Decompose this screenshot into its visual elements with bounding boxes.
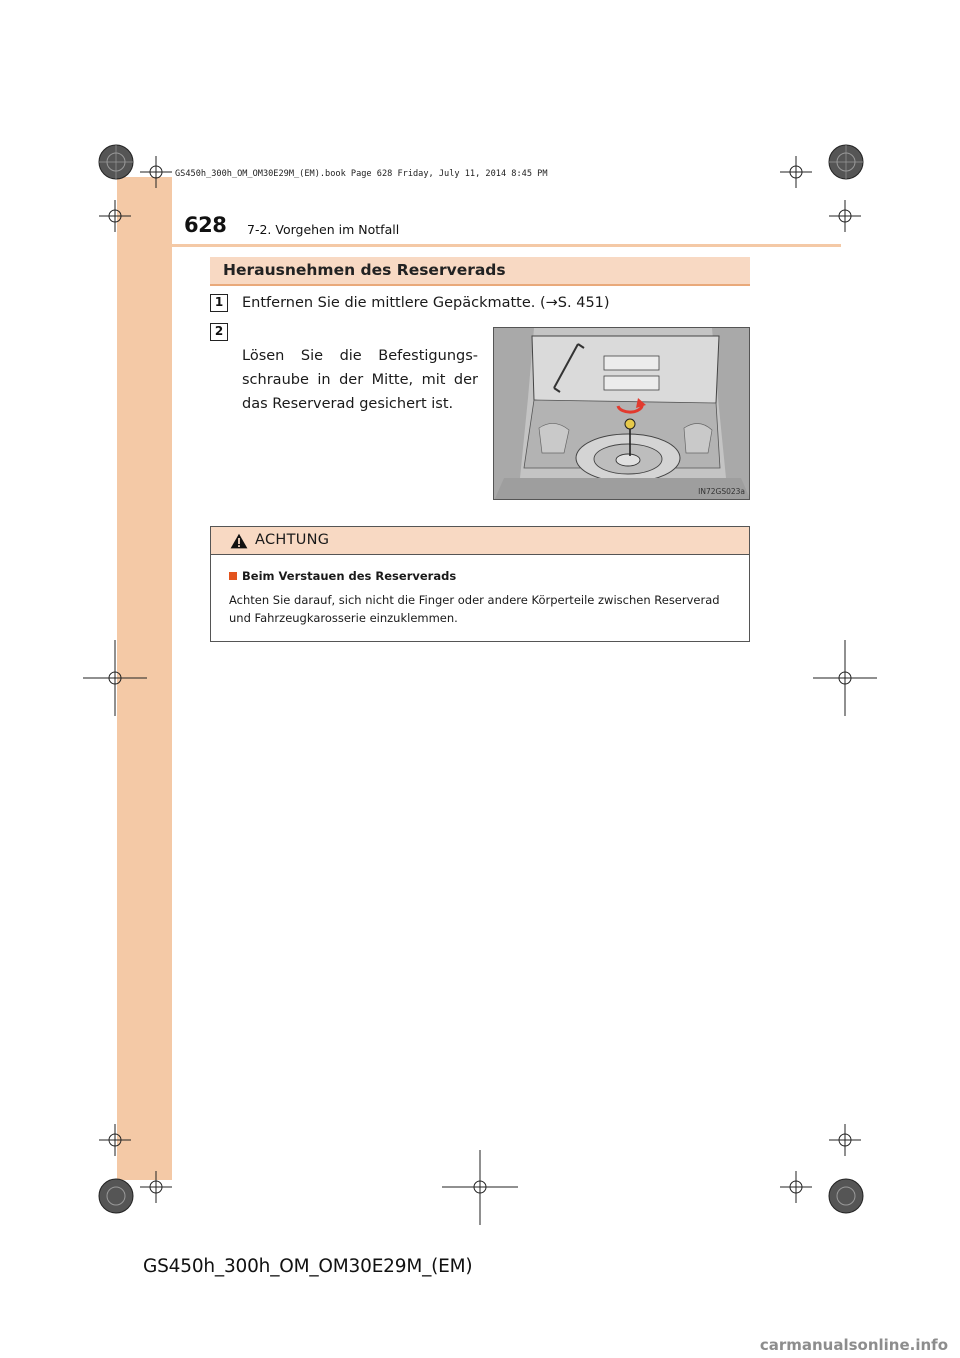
registration-crosshair-icon — [80, 140, 880, 1230]
page-number: 628 — [184, 213, 227, 237]
step-number-2: 2 — [210, 323, 228, 341]
step-text-2: Lösen Sie die Befestigungs-schraube in der Mitte, mit der das Reserverad gesichert ist. — [242, 348, 478, 412]
illustration-code: IN72GS023a — [698, 487, 745, 496]
book-info: GS450h_300h_OM_OM30E29M_(EM).book Page 628 Friday, July 11, 2014 8:45 PM — [175, 169, 548, 179]
warning-subtitle-text: Beim Verstauen des Reserverads — [242, 569, 457, 583]
step-text-1: Entfernen Sie die mittlere Gepäckmatte. (→S. 451) — [242, 295, 610, 311]
watermark: carmanualsonline.info — [759, 1336, 948, 1354]
footer-model-code: GS450h_300h_OM_OM30E29M_(EM) — [143, 1256, 473, 1277]
warning-title: ACHTUNG — [255, 532, 330, 548]
warning-body: Achten Sie darauf, sich nicht die Finger oder andere Körperteile zwischen Reserverad und Fahrzeugkarosserie einzuklemmen. — [229, 593, 720, 625]
section-title: 7-2. Vorgehen im Notfall — [247, 222, 400, 237]
step-number-1: 1 — [210, 294, 228, 312]
subheading-text: Herausnehmen des Reserverads — [223, 261, 506, 279]
